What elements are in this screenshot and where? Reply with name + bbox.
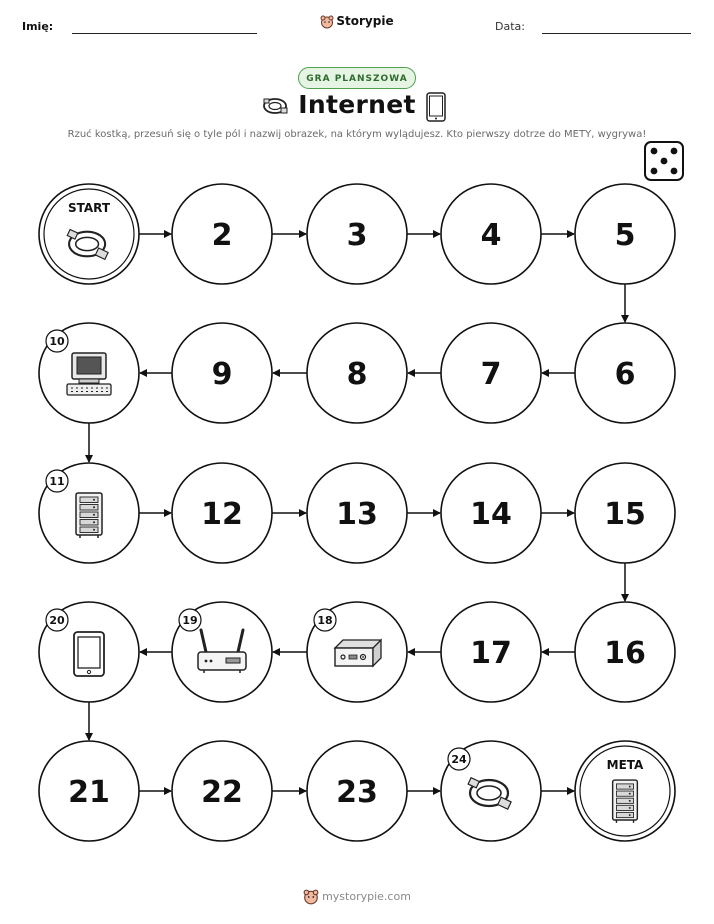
space-number: 20 [49, 614, 65, 627]
dice-five-icon [645, 142, 683, 180]
game-type-badge: GRA PLANSZOWA [298, 67, 416, 89]
space-number: 22 [201, 775, 243, 810]
server-icon [76, 493, 102, 538]
space-number: 6 [614, 357, 636, 392]
space-number: 24 [451, 753, 467, 766]
modem-icon [335, 640, 381, 666]
space-number: 14 [470, 497, 512, 532]
board-space [172, 602, 272, 702]
space-number: 19 [182, 614, 198, 627]
board-space [307, 602, 407, 702]
board-space [441, 184, 541, 284]
board-space [307, 463, 407, 563]
space-number: 10 [49, 335, 65, 348]
server-icon [613, 780, 638, 823]
board-space [575, 741, 675, 841]
board-space [441, 602, 541, 702]
board-space [307, 323, 407, 423]
finish-label: META [606, 758, 644, 772]
storypie-logo-icon [303, 889, 319, 905]
footer [0, 889, 714, 905]
space-number: 13 [336, 497, 378, 532]
space-circle [39, 184, 139, 284]
board-space [575, 184, 675, 284]
space-number: 16 [604, 636, 646, 671]
board-space [172, 463, 272, 563]
space-number: 11 [49, 475, 65, 488]
page-title: Internet [298, 90, 416, 119]
board-space [172, 741, 272, 841]
space-number: 9 [211, 357, 233, 392]
space-number: 5 [614, 218, 636, 253]
board-space [172, 323, 272, 423]
board-space [441, 741, 541, 841]
instructions: Rzuć kostką, przesuń się o tyle pól i nazwij obrazek, na którym wylądujesz. Kto pierwszy dotrze do METY, wygrywa! [67, 129, 647, 140]
tablet-icon [74, 632, 104, 676]
board-space [441, 463, 541, 563]
name-label: Imię: [22, 20, 54, 33]
board-space [575, 323, 675, 423]
footer-url: mystorypie.com [322, 890, 411, 903]
board-space [39, 741, 139, 841]
computer-icon [67, 353, 111, 395]
date-label: Data: [495, 20, 525, 33]
board-space [307, 741, 407, 841]
board-space [39, 184, 139, 284]
start-label: START [67, 201, 111, 215]
board-space [575, 602, 675, 702]
brand-name: Storypie [336, 14, 394, 28]
space-number: 8 [346, 357, 368, 392]
space-number: 3 [346, 218, 368, 253]
board-space [39, 602, 139, 702]
board-space [39, 323, 139, 423]
board-space [172, 184, 272, 284]
space-number: 2 [211, 218, 233, 253]
space-number: 18 [317, 614, 333, 627]
space-number: 15 [604, 497, 646, 532]
board-space [39, 463, 139, 563]
board-space [307, 184, 407, 284]
board-space [575, 463, 675, 563]
space-number: 17 [470, 636, 512, 671]
board-space [441, 323, 541, 423]
space-number: 4 [480, 218, 502, 253]
space-number: 21 [68, 775, 110, 810]
space-number: 12 [201, 497, 243, 532]
space-number: 23 [336, 775, 378, 810]
space-number: 7 [480, 357, 502, 392]
